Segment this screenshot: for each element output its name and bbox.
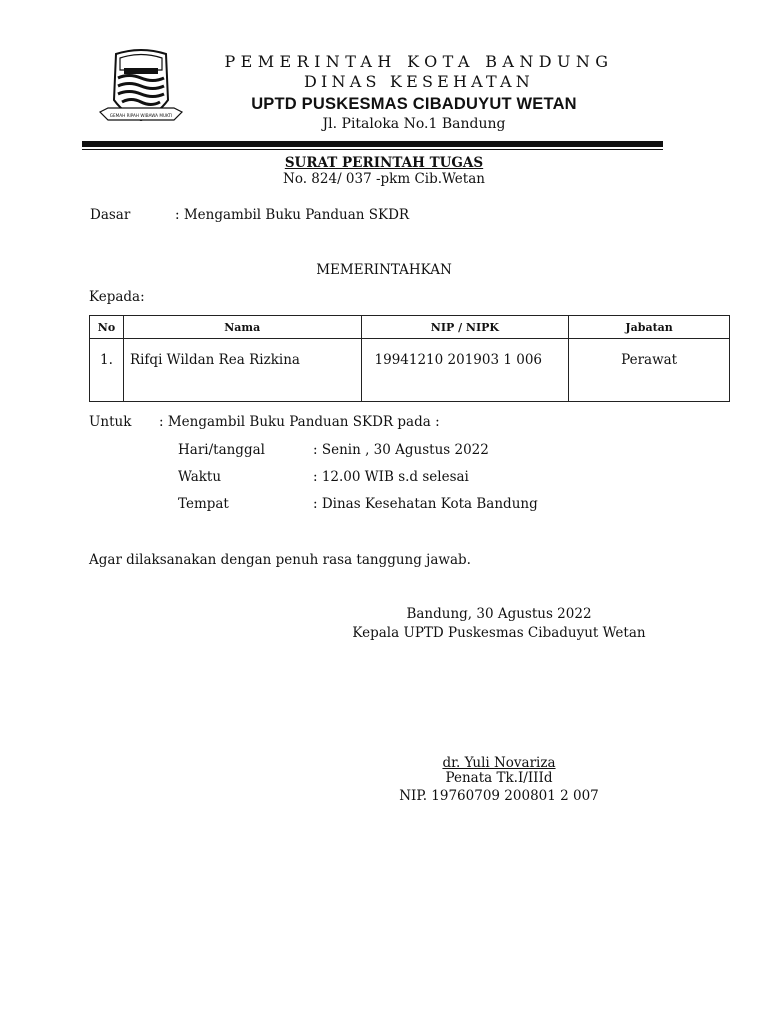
detail-value-place: : Dinas Kesehatan Kota Bandung (313, 496, 538, 512)
signature-name: dr. Yuli Novariza (442, 755, 556, 771)
detail-label-place: Tempat (178, 496, 229, 512)
dasar-value: : Mengambil Buku Panduan SKDR (175, 207, 410, 223)
table-row (90, 339, 730, 402)
col-header-nama: Nama (123, 316, 361, 339)
signature-rank: Penata Tk.I/IIId (445, 770, 553, 786)
header-address: Jl. Pitaloka No.1 Bandung (322, 116, 506, 132)
col-header-jabatan: Jabatan (569, 316, 730, 339)
header-government: PEMERINTAH KOTA BANDUNG (224, 52, 614, 71)
col-header-no: No (90, 316, 124, 339)
untuk-label: Untuk (89, 414, 132, 430)
letter-number: No. 824/ 037 -pkm Cib.Wetan (283, 171, 485, 187)
detail-value-time: : 12.00 WIB s.d selesai (313, 469, 469, 485)
logo-ribbon-text: GEMAH RIPAH WIBAWA MUKTI (109, 113, 173, 118)
detail-label-time: Waktu (178, 469, 222, 485)
header-divider-thin (82, 149, 663, 150)
untuk-value: : Mengambil Buku Panduan SKDR pada : (159, 414, 440, 430)
col-header-nip: NIP / NIPK (361, 316, 569, 339)
header-department: DINAS KESEHATAN (303, 72, 534, 91)
dasar-label: Dasar (90, 207, 131, 223)
personnel-table (89, 315, 730, 402)
header-institution: UPTD PUSKESMAS CIBADUYUT WETAN (251, 95, 577, 113)
table-header-row (90, 316, 730, 339)
detail-value-date: : Senin , 30 Agustus 2022 (313, 442, 489, 458)
cell-nama: Rifqi Wildan Rea Rizkina (123, 339, 361, 402)
signature-place-date: Bandung, 30 Agustus 2022 (406, 606, 592, 622)
signature-nip: NIP. 19760709 200801 2 007 (399, 788, 599, 804)
letter-title: SURAT PERINTAH TUGAS (284, 155, 484, 171)
detail-label-date: Hari/tanggal (178, 442, 265, 458)
signature-position: Kepala UPTD Puskesmas Cibaduyut Wetan (352, 625, 646, 641)
cell-nip: 19941210 201903 1 006 (361, 339, 569, 402)
command-heading: MEMERINTAHKAN (316, 262, 452, 278)
cell-jabatan: Perawat (569, 339, 730, 402)
cell-no: 1. (90, 339, 124, 402)
header-divider-thick (82, 141, 663, 147)
closing-sentence: Agar dilaksanakan dengan penuh rasa tanggung jawab. (89, 552, 471, 568)
kepada-label: Kepada: (89, 289, 145, 305)
